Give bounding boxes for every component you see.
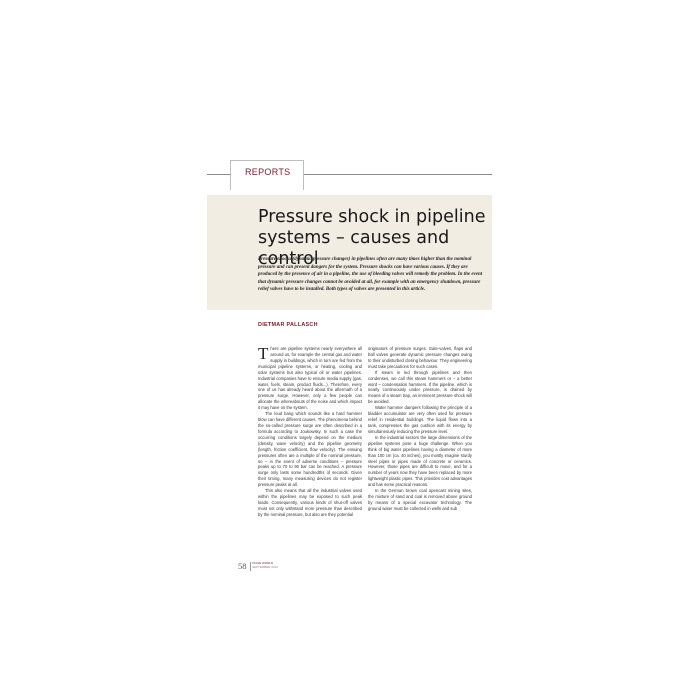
publication-info (252, 562, 278, 569)
body-column-right (368, 346, 472, 511)
body-paragraph: This also means that all the industrial valves used within the pipelines may be exposed to such peak loads. Consequently, various kinds of shut-off valves must not only withstand more pressure than described by the nominal pressure, but also are they potential (258, 488, 362, 517)
body-paragraph: In the industrial sectors the large dimensions of the pipeline systems pose a huge challenge. When you think of big water pipelines having a diameter of more than 100 cm (ca. 40 inches), you mostly imagine sturdy steel pipes or pipes made of concrete or ceramics. However, those pipes are difficult to move, and for a number of years now they have been replaced by more lightweight plastic pipes. This provides cost advantages and has some practical reasons. (368, 434, 472, 488)
page-number: 58 (238, 561, 247, 571)
drop-cap: T (258, 344, 269, 363)
body-paragraph: originators of pressure surges. Gate-valves, flaps and ball valves generate dynamic pressure changes owing to their undisturbed closing behaviour. They engineering must take precautions for such cases. (368, 346, 472, 369)
article-lead: Pressure shocks (dynamic pressure changes) in pipelines often are many times higher than the nominal pressure and can present dangers for the system. Pressure shocks can have various causes. If they are produced by the presence of air in a pipeline, the use of bleeding valves will remedy the problem. In the event that dynamic pressure changes cannot be avoided at all, for example with an emergency shutdown, pressure relief valves have to be installed. Both types of valves are presented in this article. (258, 257, 483, 293)
article-author: DIETMAR PALLASCH (258, 322, 318, 328)
footer-divider (250, 562, 251, 571)
article-title: Pressure shock in pipeline systems – causes and control (258, 207, 486, 269)
body-paragraph-text: here are pipeline systems nearly everywhere all around us, for example the central gas and water supply in buildings, which in turn are fed from the municipal pipeline systems, or heating, cooling and solar systems but also typical oil or water pipelines. Industrial companies have to ensure media supply (gas, water, fuels, steam, product fluids...). Therefore, every one of us has already heard about the aftermath of a pressure surge. However, only a few people can allocate the whereabouts of the noise and which impact it may have on the system. (258, 346, 362, 411)
section-label: REPORTS (245, 167, 291, 177)
body-paragraph (258, 346, 362, 411)
body-paragraph: Water hammer dampers following the principle of a bladder accumulator are very often used for pressure relief in residential buildings. The liquid flows into a tank, compresses the gas cushion with its energy by simultaneously reducing the pressure level. (368, 405, 472, 434)
publication-name: VALVE WORLD (252, 561, 274, 565)
body-column-left (258, 344, 362, 517)
body-paragraph: In the German brown coal opencast mining sites, the mixture of sand and coal is removed above ground by means of a special excavator technology. The ground water must be collected in wells and sub (368, 488, 472, 511)
body-paragraph: The loud bang which sounds like a hard hammer blow can have different causes. The phenomena behind the so-called pressure surge are often described in a formula according to Joukowsky. In such a case the occurring conditions largely depend on the medium (density, wave velocity) and the pipeline geometry (length, friction coefficient, flow velocity). The ensuing pressures often are a multiple of the nominal pressure, so – in the event of adverse conditions – pressure peaks up to 70 to 90 bar can be reached. A pressure surge only lasts some hundredths of seconds. Given their timing, many measuring devices do not register pressure peaks at all. (258, 411, 362, 488)
publication-issue: SEPTEMBER 2010 (252, 564, 279, 569)
body-paragraph: If steam is led through pipelines and then condenses, we call this steam hammers or – a better word – condensation hammers. If the pipeline, which is nearly continuously under pressure, is drained by means of a steam trap, an imminent pressure shock will be avoided. (368, 369, 472, 405)
